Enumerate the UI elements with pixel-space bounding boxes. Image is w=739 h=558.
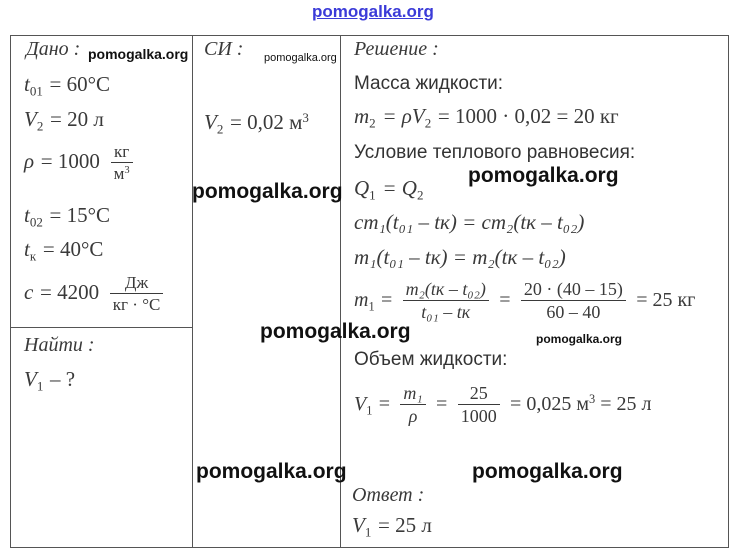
volume-label: Объем жидкости:: [354, 349, 508, 370]
volume-equation: $V_1$ = $\frac{\text{m₁}}{\rho}$ = $\frac{25}{1000}$ = 0,025 $м^3 = 25$ л: [354, 383, 652, 426]
given-t01: $t_{01} = 60^\circ C$: [24, 72, 111, 99]
heat-eq-simplified: m₁(t₀₁ – tк) = m₂(tк – t₀₂): [354, 245, 566, 269]
heat-balance-eq: $Q_1 = Q_2$: [354, 176, 424, 203]
site-logo[interactable]: pomogalka.org: [312, 2, 434, 21]
watermark: pomogalka.org: [88, 46, 189, 62]
given-rho: ρ = 1000 $\frac{кг}{м^3}$: [24, 143, 137, 182]
watermark: pomogalka.org: [536, 332, 623, 346]
given-tk: $t_к = 40^\circ C$: [24, 237, 104, 264]
watermark: pomogalka.org: [468, 164, 619, 187]
given-t02: $t_{02} = 15^\circ C$: [24, 203, 111, 230]
watermark: pomogalka.org: [196, 460, 347, 483]
find-heading: Найти :: [24, 334, 95, 356]
answer-heading: Ответ :: [352, 484, 425, 506]
balance-label: Условие теплового равновесия:: [354, 142, 636, 163]
si-v2: $V_2 = 0,02$ $м^3$: [204, 110, 309, 137]
given-v2: $V_2 = 20$ л: [24, 107, 104, 134]
given-heading: Дано :: [26, 38, 81, 60]
answer-v1: $V_1 = 25$ л: [352, 513, 432, 540]
given-c: c = 4200 $\frac{Дж}{кг \cdot ^\circ C}$: [24, 274, 167, 313]
solution-heading: Решение :: [354, 38, 439, 60]
watermark: pomogalka.org: [192, 180, 343, 203]
find-v1: $V_1$ – ?: [24, 367, 76, 394]
watermark: pomogalka.org: [260, 320, 411, 343]
mass-equation: $m_2 = \rho V_2 = 1000 \cdot 0,02 = 20$ кг: [354, 104, 619, 131]
watermark: pomogalka.org: [264, 52, 337, 64]
mass-label: Масса жидкости:: [354, 73, 504, 94]
mass-m1-equation: $m_1$ = $\frac{\text{m₂(tк – t₀₂)}}{\text{t₀₁ – tк}}$ = $\frac{20 \cdot (40 - 15)}{60 - 40}$ = 25 кг: [354, 279, 696, 322]
si-heading: СИ :: [204, 38, 244, 60]
watermark: pomogalka.org: [472, 460, 623, 483]
heat-eq-expanded: cm₁(t₀₁ – tк) = cm₂(tк – t₀₂): [354, 210, 585, 234]
